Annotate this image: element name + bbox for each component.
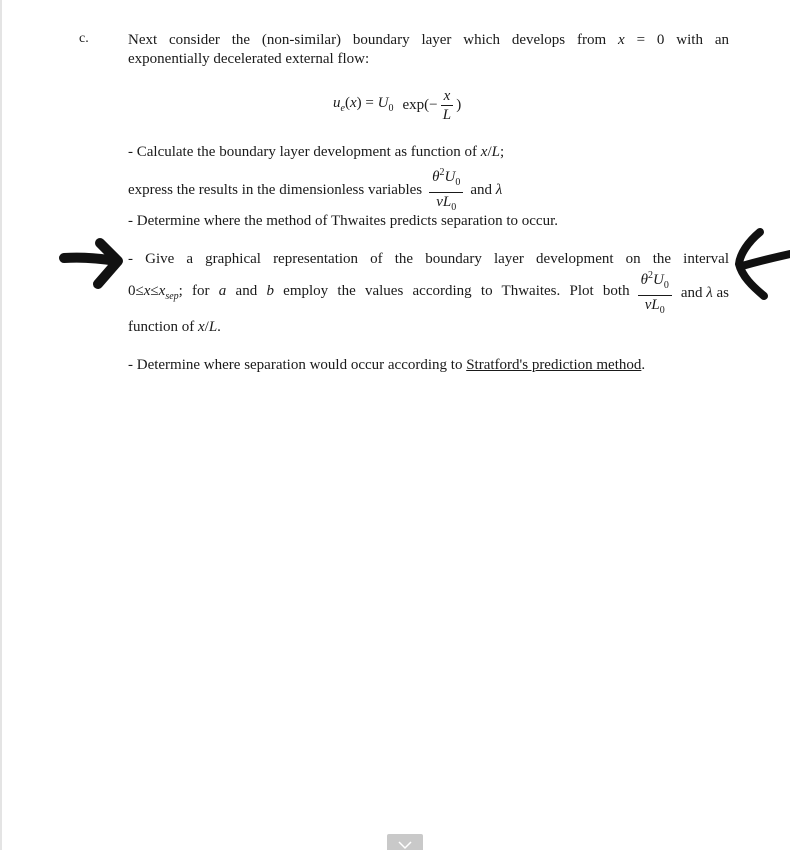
- left-pointing-arrow-icon: [732, 226, 790, 302]
- page-left-edge: [0, 0, 2, 850]
- interval-text: $0\le x\le x_{sep}$; for a and b employ the values according to Thwaites. Plot both: [128, 282, 630, 302]
- chevron-down-icon: [398, 840, 412, 850]
- bullet-thwaites-separation: - Determine where the method of Thwaites predicts separation to occur.: [128, 213, 558, 229]
- scroll-down-button[interactable]: [387, 834, 423, 850]
- right-pointing-arrow-icon: [58, 234, 126, 292]
- equation-lhs: $u_e(x) = U_0$: [333, 94, 394, 114]
- intro-line-1: Next consider the (non-similar) boundary layer which develops from x = 0 with an: [128, 32, 729, 48]
- intro-line-2: exponentially decelerated external flow:: [128, 51, 370, 67]
- problem-label: c.: [79, 31, 89, 46]
- dimensionless-vars-text: express the results in the dimensionless variables: [128, 182, 423, 198]
- bullet-calculate-continued: [128, 165, 502, 216]
- and-lambda-text: and λ: [470, 182, 503, 198]
- external-flow-equation: $u_e(x) = U_0$ exp(− $\frac{x}{L}$ ): [333, 88, 462, 123]
- bullet-graphical-line-3: function of x/L.: [128, 319, 221, 335]
- stratford-method-link[interactable]: Stratford's prediction method: [466, 357, 642, 373]
- bullet-stratford: - Determine where separation would occur according to Stratford's prediction method.: [128, 357, 646, 373]
- equation-fraction: $\frac{x}{L}$: [441, 88, 454, 123]
- bullet-calculate: - Calculate the boundary layer development as function of x/L;: [128, 144, 505, 160]
- equation-exp: exp(−: [402, 97, 438, 113]
- bullet-graphical-line-2: [128, 268, 729, 319]
- plot-fraction: $\frac{\theta^2U_0}{\nu L_0}$: [638, 268, 672, 319]
- and-lambda-as-text: and λ as: [680, 285, 729, 301]
- dimensionless-fraction: $\frac{\theta^2U_0}{\nu L_0}$: [429, 165, 463, 216]
- bullet-graphical-line-1: - Give a graphical representation of the boundary layer development on the interval: [128, 251, 729, 267]
